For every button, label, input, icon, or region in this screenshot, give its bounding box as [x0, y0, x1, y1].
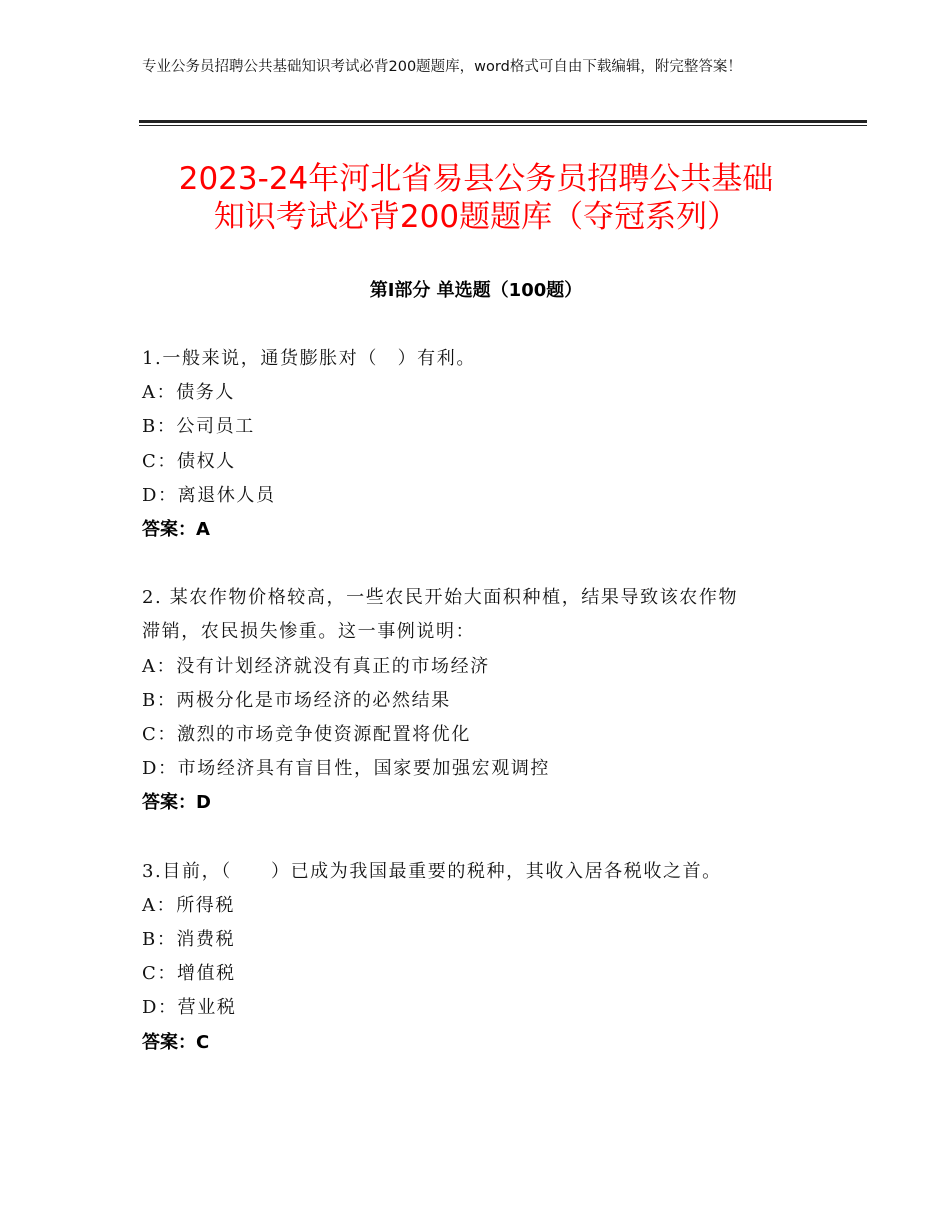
answer: 答案：C: [142, 1031, 210, 1053]
question-2: [142, 581, 814, 820]
question-stem-line-2: 滞销，农民损失惨重。这一事例说明：: [142, 621, 476, 643]
option-a: A：没有计划经济就没有真正的市场经济: [142, 655, 490, 677]
question-spacer: [142, 821, 814, 855]
header-rule-thick: [139, 120, 867, 123]
question-3: [142, 855, 814, 1060]
question-list: [142, 342, 814, 1060]
option-b: B：两极分化是市场经济的必然结果: [142, 689, 451, 711]
option-d: D：营业税: [142, 997, 237, 1019]
answer: 答案：A: [142, 519, 210, 541]
option-c: C：债权人: [142, 450, 236, 472]
document-title: [142, 160, 810, 236]
option-a: A：债务人: [142, 382, 235, 404]
option-d: D：离退休人员: [142, 484, 276, 506]
question-spacer: [142, 547, 814, 581]
header-note: 专业公务员招聘公共基础知识考试必背200题题库，word格式可自由下载编辑，附完整答案！: [142, 59, 742, 75]
header-rule-thin: [139, 125, 867, 126]
section-heading: 第Ⅰ部分 单选题（100题）: [369, 280, 583, 301]
option-a: A：所得税: [142, 894, 235, 916]
question-stem-line-1: 2. 某农作物价格较高，一些农民开始大面积种植，结果导致该农作物: [142, 587, 739, 609]
question-stem: 3.目前，（ ）已成为我国最重要的税种，其收入居各税收之首。: [142, 860, 722, 882]
option-c: C：激烈的市场竞争使资源配置将优化: [142, 724, 471, 746]
option-d: D：市场经济具有盲目性，国家要加强宏观调控: [142, 758, 551, 780]
title-line-2: 知识考试必背200题题库（夺冠系列）: [213, 199, 739, 235]
question-stem: 1.一般来说，通货膨胀对（ ）有利。: [142, 348, 476, 369]
option-b: B：消费税: [142, 929, 236, 951]
question-1: [142, 342, 814, 547]
option-b: B：公司员工: [142, 416, 255, 438]
option-c: C：增值税: [142, 963, 236, 985]
answer: 答案：D: [142, 792, 211, 814]
title-line-1: 2023-24年河北省易县公务员招聘公共基础: [178, 161, 774, 197]
